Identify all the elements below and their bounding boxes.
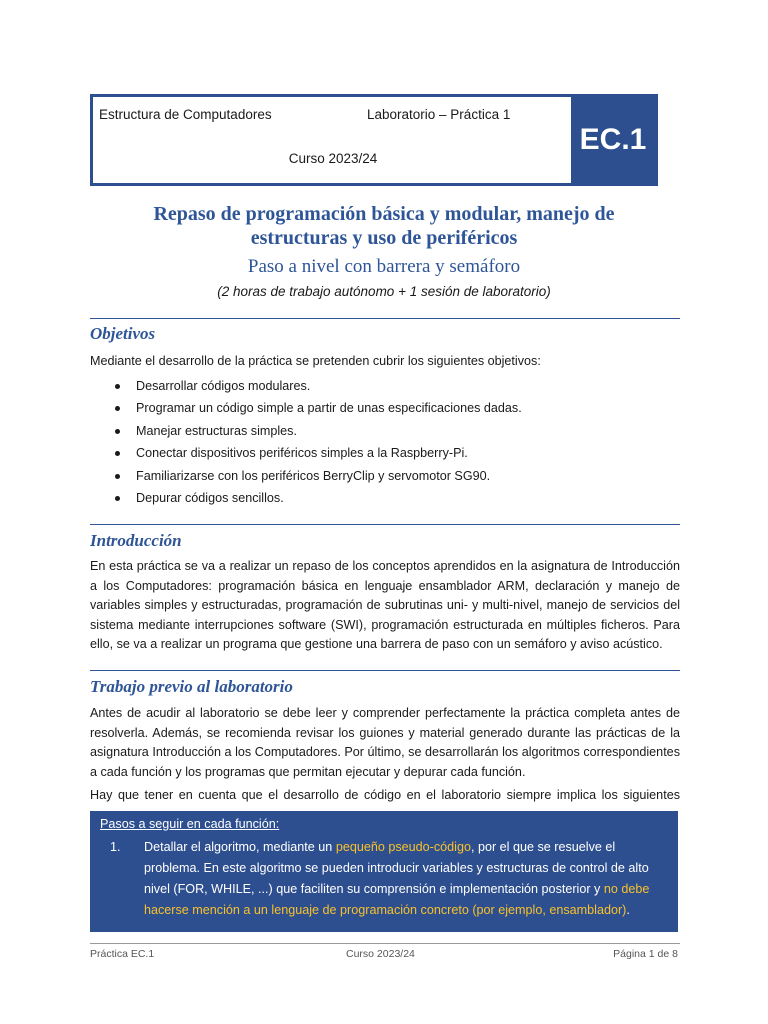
- trabajo-previo-steps-intro: Hay que tener en cuenta que el desarrollo de código en el laboratorio siempre implica los siguientes: [90, 788, 680, 802]
- step-highlight: pequeño pseudo-código: [335, 840, 471, 854]
- steps-box-title: [100, 817, 668, 831]
- document-title: [100, 202, 668, 250]
- section-divider: [90, 670, 680, 671]
- page-label: Página: [613, 948, 646, 960]
- step-text-part: .: [626, 903, 630, 917]
- steps-box-title-colon: :: [275, 817, 280, 831]
- list-item: Depurar códigos sencillos.: [90, 488, 680, 510]
- footer-left: Práctica EC.1: [90, 948, 155, 960]
- introduccion-text: En esta práctica se va a realizar un repaso de los conceptos aprendidos en la asignatura de Introducción a los Computadores: programación básica en lenguaje ensamblador ARM, declaración y manejo de variables simples y estructuradas, programación de subrutinas uni- y multi-nivel, manejo de servicios del sistema mediante interrupciones software (SWI), programación estructurada en múltiples ficheros. Para ello, se va a realizar un programa que gestione una barrera de paso con un semáforo y aviso acústico.: [90, 559, 680, 651]
- page-total: 8: [672, 948, 678, 960]
- step-text-part: , por el que se resuelve el problema. En este algoritmo se pueden introducir variables y estructuras de control de alto nivel (FOR, WHILE, ...) que faciliten su comprensión e implementación posterior y: [144, 840, 649, 896]
- footer-divider: [90, 943, 680, 944]
- trabajo-previo-text: Antes de acudir al laboratorio se debe leer y comprender perfectamente la práctica completa antes de resolverla. Además, se recomienda revisar los guiones y material generado durante las prácticas de la asignatura Introducción a los Computadores. Por último, se desarrollarán los algoritmos correspondientes a cada función y los programas que permitan ejecutar y depurar cada función.: [90, 706, 680, 779]
- step-highlight: no debe hacerse mención a un lenguaje de programación concreto (por ejemplo, ensamblador): [144, 882, 650, 917]
- objetivos-list: [90, 376, 680, 510]
- step-item: [100, 837, 668, 921]
- step-number: 1.: [110, 840, 121, 854]
- list-item: Programar un código simple a partir de unas especificaciones dadas.: [90, 398, 680, 420]
- header-info: [93, 97, 573, 183]
- title-line-2: estructuras y uso de periféricos: [250, 227, 518, 249]
- page-of: de: [657, 948, 670, 960]
- footer-center: Curso 2023/24: [346, 948, 415, 960]
- steps-box-title-text: Pasos a seguir en cada función: [100, 817, 276, 831]
- title-line-1: Repaso de programación básica y modular, manejo de: [153, 203, 615, 225]
- duration-note: (2 horas de trabajo autónomo + 1 sesión de laboratorio): [217, 284, 551, 299]
- lab-label: Laboratorio – Práctica 1: [367, 107, 511, 122]
- course-name: Estructura de Computadores: [99, 107, 272, 122]
- section-divider: [90, 318, 680, 319]
- document-subtitle: Paso a nivel con barrera y semáforo: [247, 256, 521, 277]
- section-heading-objetivos: Objetivos: [90, 324, 156, 343]
- steps-box: [90, 811, 678, 932]
- course-year: Curso 2023/24: [288, 151, 378, 166]
- list-item: Manejar estructuras simples.: [90, 421, 680, 443]
- section-heading-trabajo-previo: Trabajo previo al laboratorio: [90, 677, 293, 696]
- list-item: Desarrollar códigos modulares.: [90, 376, 680, 398]
- header-box: [90, 94, 658, 186]
- practice-code: EC.1: [571, 97, 655, 183]
- section-divider: [90, 524, 680, 525]
- step-text: [144, 837, 668, 921]
- page-current: 1: [648, 948, 655, 960]
- list-item: Conectar dispositivos periféricos simples a la Raspberry-Pi.: [90, 443, 680, 465]
- list-item: Familiarizarse con los periféricos BerryClip y servomotor SG90.: [90, 466, 680, 488]
- objetivos-intro: Mediante el desarrollo de la práctica se pretenden cubrir los siguientes objetivos:: [90, 354, 541, 368]
- step-text-part: Detallar el algoritmo, mediante un: [144, 840, 336, 854]
- page-number: [613, 948, 678, 960]
- section-heading-introduccion: Introducción: [90, 531, 182, 550]
